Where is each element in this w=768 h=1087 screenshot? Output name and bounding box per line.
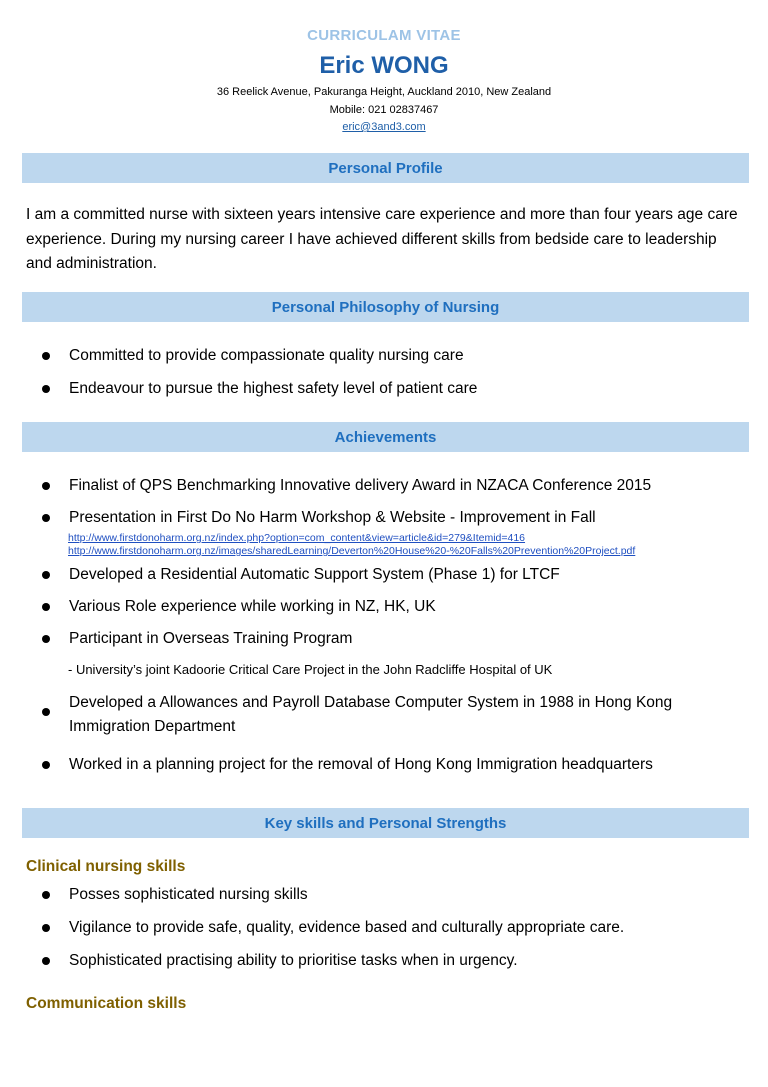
cv-page: CURRICULAM VITAE Eric WONG 36 Reelick Avenue, Pakuranga Height, Auckland 2010, New Zealand Mobile: 021 02837467 eric@3and3.com Personal Profile I am a committed nurse with sixteen years intensive care experience and more than four years age care experience. During my nursing career I have achieved different skills from bedside care to leadership and administration. Personal Philosophy of Nursing Committed to provide compassionate quality nursing care Endeavour to pursue the highest safety level of patient care Achievements Finalist of QPS Benchmarking Innovative delivery Award in NZACA Conference 2015 Presentation in First Do No Harm Workshop & Website - Improvement in Fall http://www.firstdonoharm.org.nz/index.php?option=com_content&view=article&id=279&Itemid=416 http://www.firstdonoharm.org.nz/images/sharedLearning/Deverton%20House%20-%20Falls%20Prevention%20Project.pdf Developed a Residential Automatic Support System (Phase 1) for LTCF Various Role experience while working in NZ, HK, UK Participant in Overseas Training Program - University’s joint Kadoorie Critical Care Project in the John Radcliffe Hospital of UK Developed a Allowances and Payroll Database Computer System in 1988 in Hong Kong Immigration Department Worked in a planning project for the removal of Hong Kong Immigration headquarters Key skills and Personal Strengths Clinical nursing skills Posses sophisticated nursing skills Vigilance to provide safe, quality, evidence based and culturally appropriate care. Sophisticated practising ability to prioritise tasks when in urgency. Communication skills [0, 0, 768, 1087]
fdnh-article-link[interactable]: http://www.firstdonoharm.org.nz/index.php?option=com_content&view=article&id=279&Itemid=416 [68, 532, 526, 544]
bullet-icon [42, 891, 50, 899]
section-header-personal-profile: Personal Profile [22, 153, 749, 183]
address: 36 Reelick Avenue, Pakuranga Height, Auckland 2010, New Zealand [216, 86, 552, 98]
section-header-philosophy: Personal Philosophy of Nursing [22, 292, 749, 322]
training-note: - University’s joint Kadoorie Critical Care Project in the John Radcliffe Hospital of UK [68, 662, 553, 677]
document-label: CURRICULAM VITAE [307, 27, 461, 44]
bullet-icon [42, 635, 50, 643]
candidate-name: Eric WONG [319, 52, 449, 79]
section-header-key-skills: Key skills and Personal Strengths [22, 808, 749, 838]
bullet-icon [42, 603, 50, 611]
mobile-number: Mobile: 021 02837467 [329, 104, 439, 116]
section-header-achievements: Achievements [22, 422, 749, 452]
bullet-icon [42, 482, 50, 490]
bullet-icon [42, 761, 50, 769]
bullet-icon [42, 708, 50, 716]
bullet-icon [42, 352, 50, 360]
bullet-icon [42, 514, 50, 522]
bullet-icon [42, 957, 50, 965]
clinical-skills-heading: Clinical nursing skills [26, 858, 186, 875]
communication-skills-heading: Communication skills [26, 995, 187, 1012]
email-link[interactable]: eric@3and3.com [342, 121, 426, 133]
bullet-icon [42, 385, 50, 393]
bullet-icon [42, 571, 50, 579]
bullet-icon [42, 924, 50, 932]
fdnh-pdf-link[interactable]: http://www.firstdonoharm.org.nz/images/sharedLearning/Deverton%20House%20-%20Falls%20Prevention%20Project.pdf [68, 545, 636, 557]
profile-paragraph: I am a committed nurse with sixteen years intensive care experience and more than four years age care experience. During my nursing career I have achieved different skills from bedside care to leadership and administration. [26, 206, 738, 272]
